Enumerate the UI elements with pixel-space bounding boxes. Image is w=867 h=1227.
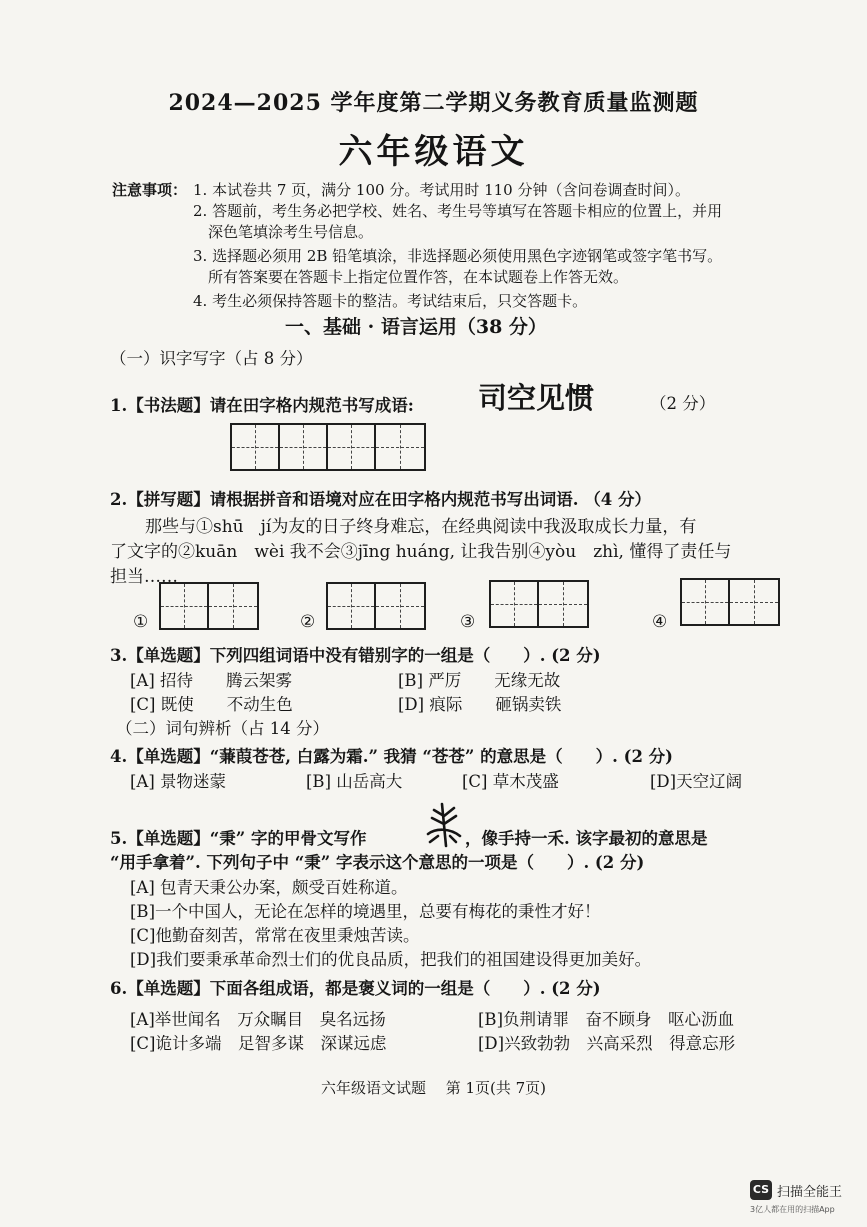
q4-option-a[interactable]: [A] 景物迷蒙 [130,772,227,791]
scanner-name: 扫描全能王 [777,1184,843,1200]
q5-stem-line2: “用手拿着”. 下列句子中 “秉” 字表示这个意思的一项是（ ）. (2 分) [110,853,645,872]
q4-option-d[interactable]: [D]天空辽阔 [650,772,743,791]
q3-option-a[interactable]: [A] 招待 腾云架雾 [130,671,293,690]
notes-label: 注意事项： [112,181,188,199]
scanner-watermark [750,1180,842,1200]
scanner-tagline: 3亿人都在用的扫描App [750,1205,835,1214]
note-item: 4. 考生必须保持答题卡的整洁。考试结束后，只交答题卡。 [193,292,588,310]
q2-grid-1[interactable] [159,582,259,630]
q3-option-c[interactable]: [C] 既使 不动生色 [130,695,293,714]
q2-passage-line: 担当…… [110,567,178,587]
q1-score: （2 分） [650,394,716,413]
subsection-title: （二）词句辨析（占 14 分） [116,719,329,738]
q2-passage-line: 那些与①shū jí为友的日子终身难忘，在经典阅读中我汲取成长力量，有 [145,517,697,537]
subject-title: 六年级语文 [338,132,529,172]
q2-passage-line: 了文字的②kuān wèi 我不会③jīng huáng, 让我告别④yòu zhì, 懂得了责任与 [110,542,732,562]
section-title: 一、基础 · 语言运用（38 分） [285,316,547,338]
note-item: 深色笔填涂考生号信息。 [208,223,374,241]
q4-option-c[interactable]: [C] 草木茂盛 [462,772,559,791]
q4-stem: 4.【单选题】“蒹葭苍苍, 白露为霜.” 我猜 “苍苍” 的意思是（ ）. (2 分) [110,747,673,766]
scanner-logo-icon: CS [750,1180,772,1200]
page-footer: 六年级语文试题 第 1页(共 7页) [320,1079,547,1097]
q6-option-c[interactable]: [C]诡计多端 足智多谋 深谋远虑 [130,1034,387,1053]
q2-label: ② [300,612,316,632]
q5-option-b[interactable]: [B]一个中国人，无论在怎样的境遇里，总要有梅花的秉性才好！ [130,902,601,921]
oracle-bone-glyph-icon [420,800,468,850]
note-item: 3. 选择题必须用 2B 铅笔填涂，非选择题必须使用黑色字迹钢笔或签字笔书写。 [193,247,723,265]
q6-option-b[interactable]: [B]负荆请罪 奋不顾身 呕心沥血 [478,1010,734,1029]
q6-option-a[interactable]: [A]举世闻名 万众瞩目 臭名远扬 [130,1010,386,1029]
q1-stem: 1.【书法题】请在田字格内规范书写成语: [110,396,414,415]
q5-stem-cont: ，像手持一禾. 该字最初的意思是 [465,829,708,848]
exam-title: 2024—2025 学年度第二学期义务教育质量监测题 [168,90,699,116]
q3-option-b[interactable]: [B] 严厉 无缘无故 [398,671,561,690]
q6-option-d[interactable]: [D]兴致勃勃 兴高采烈 得意忘形 [478,1034,736,1053]
q4-option-b[interactable]: [B] 山岳高大 [306,772,403,791]
q2-grid-3[interactable] [489,580,589,628]
q5-option-c[interactable]: [C]他勤奋刻苦，常常在夜里秉烛苦读。 [130,926,420,945]
subsection-title: （一）识字写字（占 8 分） [110,349,313,368]
note-item: 2. 答题前，考生务必把学校、姓名、考生号等填写在答题卡相应的位置上，并用 [193,202,723,220]
q2-grid-4[interactable] [680,578,780,626]
q2-label: ③ [460,612,476,632]
q3-option-d[interactable]: [D] 痕际 砸锅卖铁 [398,695,562,714]
q5-option-d[interactable]: [D]我们要秉承革命烈士们的优良品质，把我们的祖国建设得更加美好。 [130,950,652,969]
q5-stem: 5.【单选题】“秉” 字的甲骨文写作 [110,829,367,848]
q5-option-a[interactable]: [A] 包青天秉公办案，颇受百姓称道。 [130,878,408,897]
q6-stem: 6.【单选题】下面各组成语，都是褒义词的一组是（ ）. (2 分) [110,979,601,998]
q2-label: ① [133,612,149,632]
q1-writing-grid[interactable] [230,423,426,471]
q1-idiom: 司空见惯 [478,381,595,415]
q2-stem: 2.【拼写题】请根据拼音和语境对应在田字格内规范书写出词语. （4 分） [110,490,651,509]
q3-stem: 3.【单选题】下列四组词语中没有错别字的一组是（ ）. (2 分) [110,646,601,665]
note-item: 所有答案要在答题卡上指定位置作答，在本试题卷上作答无效。 [208,268,629,286]
q2-grid-2[interactable] [326,582,426,630]
q2-label: ④ [652,612,668,632]
note-item: 1. 本试卷共 7 页，满分 100 分。考试用时 110 分钟（含问卷调查时间）。 [193,181,690,199]
